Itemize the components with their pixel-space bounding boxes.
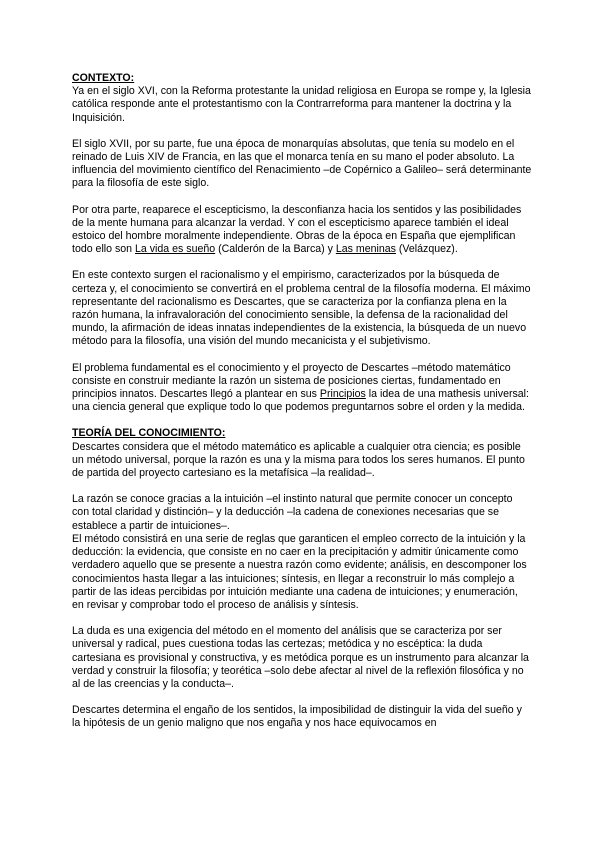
paragraph-text: la idea de una mathesis universal: una ciencia general que explique todo lo que podemos preguntarnos sobre el orden y la medida. — [72, 388, 529, 414]
section-heading-contexto: CONTEXTO: — [72, 72, 135, 84]
paragraph: En este contexto surgen el racionalismo y el empirismo, caracterizados por la búsqueda de certeza y, el conocimiento se convertirá en el problema central de la filosofía moderna. El máximo representante del racionalismo es Descartes, que se caracteriza por la confianza plena en la razón humana, la infravaloración del conocimiento sensible, la defensa de la racionalidad del mundo, la afirmación de ideas innatas independientes de la existencia, la búsqueda de un nuevo método para la filosofía, una visión del mundo mecanicista y el subjetivismo. — [72, 269, 531, 348]
work-title-principios: Principios — [319, 388, 366, 401]
paragraph-text: (Calderón de la Barca) y — [215, 243, 336, 256]
paragraph: Descartes considera que el método matemático es aplicable a cualquier otra ciencia; es posible un método universal, porque la razón es una y la misma para todos los seres humanos. El punto de partida del proyecto cartesiano es la metafísica –la realidad–. — [72, 440, 525, 480]
paragraph: El método consistirá en una serie de reglas que garanticen el empleo correcto de la intuición y la deducción: la evidencia, que consiste en no caer en la precipitación y admitir únicamente como verdadero aquello que se presente a nuestra razón como evidente; análisis, en descomponer los conocimientos hasta llegar a las intuiciones; síntesis, en llegar a reconstruir lo más complejo a partir de las ideas percibidas por intuición mediante una cadena de intuiciones; y enumeración, en revisar y comprobar todo el proceso de análisis y síntesis. — [72, 532, 527, 611]
paragraph: La razón se conoce gracias a la intuición –el instinto natural que permite conocer un concepto con total claridad y distinción– y la deducción –la cadena de conexiones necesarias que se establece a partir de intuiciones–. — [72, 493, 513, 532]
paragraph: Ya en el siglo XVI, con la Reforma protestante la unidad religiosa en Europa se rompe y, la Iglesia católica responde ante el protestantismo con la Contrarreforma para mantener la doctrina y la Inquisición. — [72, 85, 531, 124]
paragraph-text: (Velázquez). — [395, 243, 458, 256]
paragraph: La duda es una exigencia del método en el momento del análisis que se caracteriza por ser universal y radical, pues cuestiona todas las certezas; metódica y no escéptica: la duda cartesiana es provisional y constructiva, y es metódica porque es un instrumento para alcanzar la verdad y construir la filosofía; y teorética –solo debe afectar al nivel de la reflexión filosófica y no al de las creencias y la conducta–. — [72, 625, 529, 690]
document-body — [72, 72, 532, 744]
work-title-vida-es-sueno: La vida es sueño — [135, 243, 216, 256]
paragraph — [72, 204, 532, 257]
work-title-las-meninas: Las meninas — [335, 243, 396, 256]
section-heading-teoria: TEORÍA DEL CONOCIMIENTO: — [72, 427, 226, 440]
paragraph: El siglo XVII, por su parte, fue una época de monarquías absolutas, que tenía su modelo en el reinado de Luis XIV de Francia, en las que el monarca tenía en su mano el poder absoluto. La influencia del movimiento científico del Renacimiento –de Copérnico a Galileo– será determinante para la filosofía de este siglo. — [72, 137, 532, 190]
paragraph-text: Por otra parte, reaparece el escepticismo, la desconfianza hacia los sentidos y las posibilidades de la mente humana para alcanzar la verdad. Y con el escepticismo aparece también el ideal estoico del hombre moralmente independiente. Obras de la época en España que ejemplifican todo ello son — [72, 203, 522, 256]
paragraph: Descartes determina el engaño de los sentidos, la imposibilidad de distinguir la vida del sueño y la hipótesis de un genio maligno que nos engaña y nos hace equivocamos en — [72, 704, 522, 730]
paragraph — [72, 362, 532, 415]
paragraph-text: El problema fundamental es el conocimiento y el proyecto de Descartes –método matemático consiste en construir mediante la razón un sistema de posiciones ciertas, fundamentado en principios innatos. Descartes llegó a plantear en sus — [72, 361, 511, 401]
